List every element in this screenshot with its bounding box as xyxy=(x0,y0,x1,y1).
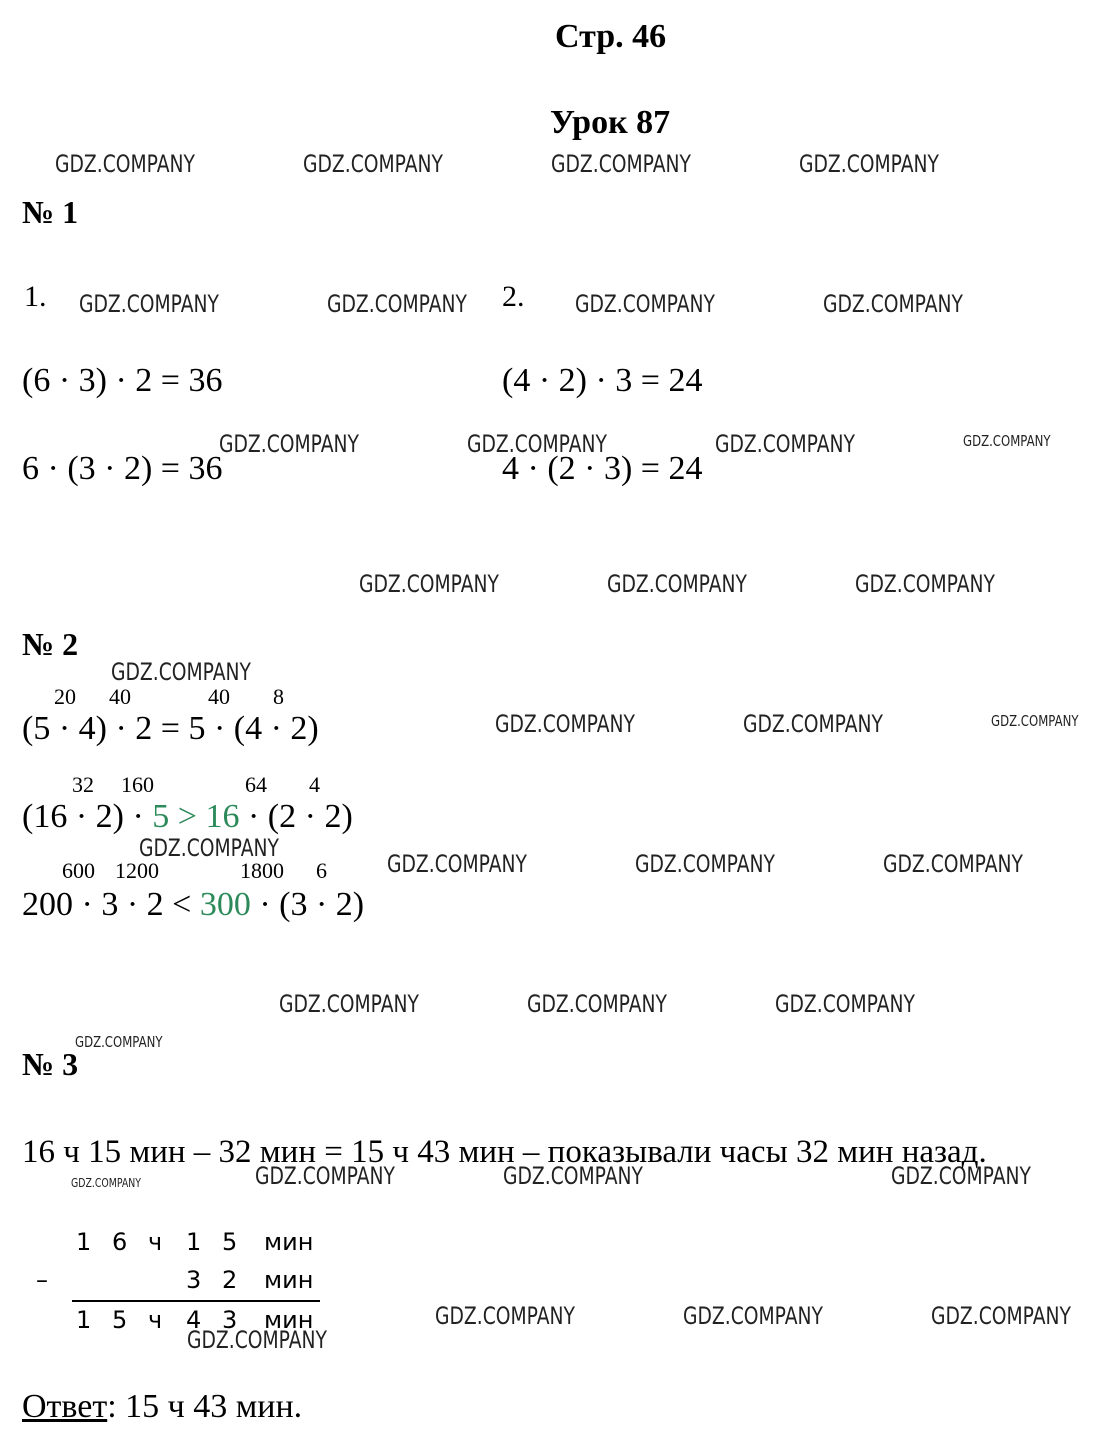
hint-number: 1800 xyxy=(240,858,284,883)
task-number: № 3 xyxy=(22,1046,79,1082)
watermark: GDZ.COMPANY xyxy=(963,432,1051,450)
hint-number: 160 xyxy=(121,772,154,797)
minus-sign: – xyxy=(36,1266,48,1294)
page-title: Стр. 46 xyxy=(555,18,667,55)
task-statement: 16 ч 15 мин – 32 мин = 15 ч 43 мин – показывали часы 32 мин назад. xyxy=(22,1134,987,1170)
comparison xyxy=(22,798,353,836)
hint-number: 32 xyxy=(72,772,94,797)
hint-number: 4 xyxy=(309,772,320,797)
watermark: GDZ.COMPANY xyxy=(327,290,467,318)
watermark: GDZ.COMPANY xyxy=(279,990,419,1018)
digit: 5 xyxy=(112,1306,128,1334)
part-label: 1. xyxy=(24,280,47,313)
watermark: GDZ.COMPANY xyxy=(139,834,279,862)
unit: мин xyxy=(264,1306,314,1334)
watermark: GDZ.COMPANY xyxy=(435,1302,575,1330)
watermark: GDZ.COMPANY xyxy=(715,430,855,458)
watermark: GDZ.COMPANY xyxy=(303,150,443,178)
watermark: GDZ.COMPANY xyxy=(575,290,715,318)
watermark: GDZ.COMPANY xyxy=(359,570,499,598)
digit: 4 xyxy=(186,1306,202,1334)
answer-label: Ответ xyxy=(22,1388,108,1425)
watermark: GDZ.COMPANY xyxy=(799,150,939,178)
part-label: 2. xyxy=(502,280,525,313)
watermark: GDZ.COMPANY xyxy=(495,710,635,738)
watermark: GDZ.COMPANY xyxy=(635,850,775,878)
comparison-sign: 5 > 16 xyxy=(152,798,240,835)
hint-number: 40 xyxy=(208,684,230,709)
watermark: GDZ.COMPANY xyxy=(991,712,1079,730)
equation: 6 · (3 · 2) = 36 xyxy=(22,450,223,487)
task-number: № 1 xyxy=(22,194,79,230)
column-rule xyxy=(72,1300,320,1302)
watermark: GDZ.COMPANY xyxy=(503,1162,643,1190)
watermark: GDZ.COMPANY xyxy=(79,290,219,318)
watermark: GDZ.COMPANY xyxy=(467,430,607,458)
comparison-right: · (2 · 2) xyxy=(247,798,353,835)
watermark: GDZ.COMPANY xyxy=(551,150,691,178)
watermark: GDZ.COMPANY xyxy=(527,990,667,1018)
comparison xyxy=(22,886,364,924)
answer-value: : 15 ч 43 мин. xyxy=(107,1388,303,1425)
watermark: GDZ.COMPANY xyxy=(71,1176,142,1190)
watermark: GDZ.COMPANY xyxy=(883,850,1023,878)
watermark: GDZ.COMPANY xyxy=(743,710,883,738)
digit: 6 xyxy=(112,1228,128,1256)
watermark: GDZ.COMPANY xyxy=(607,570,747,598)
watermark: GDZ.COMPANY xyxy=(823,290,963,318)
comparison-right: · (3 · 2) xyxy=(259,886,365,923)
unit: мин xyxy=(264,1228,314,1256)
watermark: GDZ.COMPANY xyxy=(387,850,527,878)
digit: 3 xyxy=(186,1266,202,1294)
watermark: GDZ.COMPANY xyxy=(891,1162,1031,1190)
watermark: GDZ.COMPANY xyxy=(855,570,995,598)
digit: 1 xyxy=(186,1228,202,1256)
watermark: GDZ.COMPANY xyxy=(75,1033,163,1051)
watermark: GDZ.COMPANY xyxy=(55,150,195,178)
answer xyxy=(22,1388,302,1426)
comparison: (5 · 4) · 2 = 5 · (4 · 2) xyxy=(22,710,319,747)
hint-number: 8 xyxy=(273,684,284,709)
watermark: GDZ.COMPANY xyxy=(187,1326,327,1354)
unit: ч xyxy=(148,1306,163,1334)
digit: 5 xyxy=(222,1228,238,1256)
comparison-left: (16 · 2) · xyxy=(22,798,144,835)
comparison-left: 200 · 3 · 2 < xyxy=(22,886,192,923)
watermark: GDZ.COMPANY xyxy=(219,430,359,458)
hint-number: 20 xyxy=(54,684,76,709)
equation: (4 · 2) · 3 = 24 xyxy=(502,362,703,399)
digit: 1 xyxy=(76,1306,92,1334)
hint-number: 6 xyxy=(316,858,327,883)
equation: 4 · (2 · 3) = 24 xyxy=(502,450,703,487)
unit: ч xyxy=(148,1228,163,1256)
hint-number: 600 xyxy=(62,858,95,883)
watermark: GDZ.COMPANY xyxy=(255,1162,395,1190)
equation: (6 · 3) · 2 = 36 xyxy=(22,362,223,399)
digit: 1 xyxy=(76,1228,92,1256)
hint-number: 1200 xyxy=(115,858,159,883)
watermark: GDZ.COMPANY xyxy=(931,1302,1071,1330)
digit: 3 xyxy=(222,1306,238,1334)
watermark: GDZ.COMPANY xyxy=(683,1302,823,1330)
hint-number: 40 xyxy=(109,684,131,709)
comparison-value: 300 xyxy=(199,886,251,923)
digit: 2 xyxy=(222,1266,238,1294)
unit: мин xyxy=(264,1266,314,1294)
hint-number: 64 xyxy=(245,772,267,797)
task-number: № 2 xyxy=(22,626,79,662)
watermark: GDZ.COMPANY xyxy=(775,990,915,1018)
watermark: GDZ.COMPANY xyxy=(111,658,251,686)
lesson-title: Урок 87 xyxy=(550,104,671,141)
